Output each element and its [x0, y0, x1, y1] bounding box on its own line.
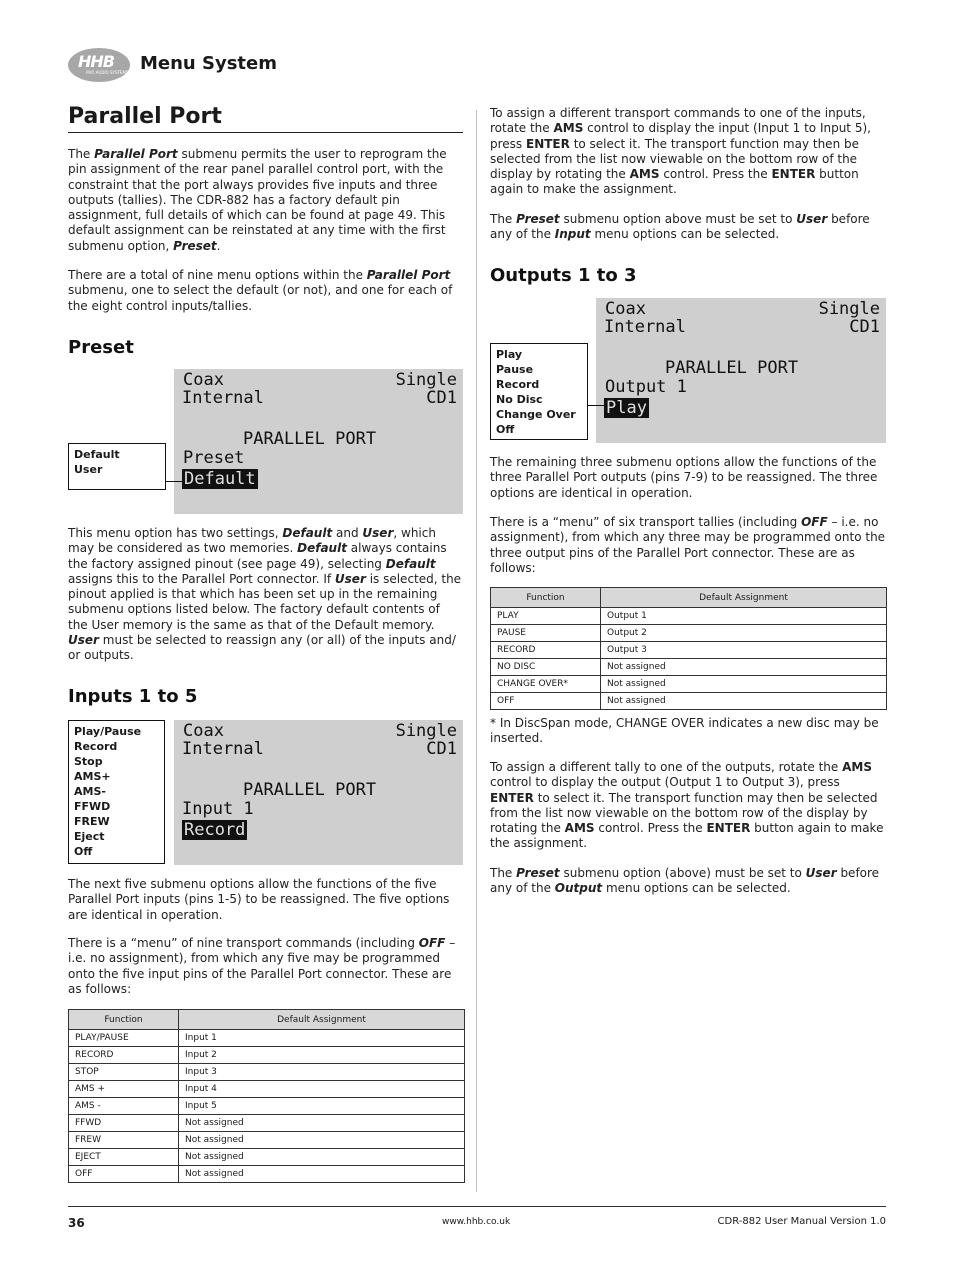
table-row — [69, 1166, 465, 1183]
section-title: Menu System — [140, 53, 277, 74]
table-cell: Output 1 — [601, 608, 887, 625]
inputs-paragraph-1: The next five submenu options allow the functions of the five Parallel Port inputs (pins 1-5) to be reassigned. The five options are identical in operation. — [68, 877, 450, 922]
preset-note-inputs: The Preset submenu option above must be set to User before any of the Input menu options can be selected. — [490, 212, 870, 242]
table-row — [69, 1030, 465, 1047]
table-row — [69, 1132, 465, 1149]
inputs-lcd-display: Coax Single Internal CD1 PARALLEL PORT Input 1 Record — [174, 720, 463, 865]
table-cell: PAUSE — [491, 625, 601, 642]
preset-options-list: Default User — [68, 443, 166, 490]
table-cell: Not assigned — [601, 693, 887, 710]
table-cell: Not assigned — [179, 1166, 465, 1183]
table-cell: RECORD — [69, 1047, 179, 1064]
preset-paragraph: This menu option has two settings, Default and User, which may be considered as two memories. Default always contains the factory assigned pinout (see page 49), selecting Default assigns this to the Parallel Port connector. If User is selected, the pinout applied is that which has been set up in the remaining submenu options listed below. The factory default contents of the User memory is the same as that of the Default memory. User must be selected to reassign any (or all) of the inputs and/ or outputs. — [68, 526, 462, 663]
table-row — [491, 642, 887, 659]
table-cell: Output 2 — [601, 625, 887, 642]
table-cell: Input 5 — [179, 1098, 465, 1115]
table-row — [69, 1098, 465, 1115]
inputs-options-list: Play/Pause Record Stop AMS+ AMS- FFWD FREW Eject Off — [68, 720, 165, 864]
preset-heading: Preset — [68, 337, 134, 358]
preset-note-outputs: The Preset submenu option (above) must be set to User before any of the Output menu options can be selected. — [490, 866, 880, 896]
intro-paragraph-1: The Parallel Port submenu permits the user to reprogram the pin assignment of the rear panel parallel control port, with the constraint that the port always provides five inputs and three outputs (tallies). The CDR-882 has a factory default pin assignment, full details of which can be found at page 49. This default assignment can be reinstated at any time with the first submenu option, Preset. — [68, 147, 447, 253]
outputs-connector — [588, 405, 604, 406]
table-cell: Input 1 — [179, 1030, 465, 1047]
table-cell: Not assigned — [601, 676, 887, 693]
outputs-paragraph-1: The remaining three submenu options allow the functions of the three Parallel Port outputs (pins 7-9) to be reassigned. The three options are identical in operation. — [490, 455, 878, 500]
table-row — [491, 676, 887, 693]
intro-paragraph-2: There are a total of nine menu options within the Parallel Port submenu, one to select the default (or not), and one for each of the eight control inputs/tallies. — [68, 268, 453, 313]
table-cell: AMS + — [69, 1081, 179, 1098]
footer-rule — [68, 1206, 886, 1207]
outputs-options-list: Play Pause Record No Disc Change Over Off — [490, 343, 588, 440]
table-row — [69, 1115, 465, 1132]
table-cell: RECORD — [491, 642, 601, 659]
footer-document-title: CDR-882 User Manual Version 1.0 — [717, 1216, 886, 1227]
outputs-paragraph-2: There is a “menu” of six transport tallies (including OFF – i.e. no assignment), from which any three may be programmed onto the three output pins of the Parallel Port connector. These are as follows: — [490, 515, 886, 575]
table-cell: Input 4 — [179, 1081, 465, 1098]
table-cell: NO DISC — [491, 659, 601, 676]
table-row — [491, 693, 887, 710]
outputs-heading: Outputs 1 to 3 — [490, 265, 637, 286]
table-row — [69, 1081, 465, 1098]
page-number: 36 — [68, 1216, 85, 1230]
table-cell: OFF — [69, 1166, 179, 1183]
table-row — [69, 1149, 465, 1166]
table-cell: Not assigned — [179, 1115, 465, 1132]
table-row — [491, 625, 887, 642]
table-cell: PLAY/PAUSE — [69, 1030, 179, 1047]
table-header-row: Function Default Assignment — [69, 1010, 465, 1030]
table-cell: Not assigned — [601, 659, 887, 676]
preset-lcd-display: Coax Single Internal CD1 PARALLEL PORT Preset Default — [174, 369, 463, 514]
inputs-paragraph-2: There is a “menu” of nine transport commands (including OFF – i.e. no assignment), from which any five may be programmed onto the five input pins of the Parallel Port connector. These are as follows: — [68, 936, 456, 996]
table-cell: OFF — [491, 693, 601, 710]
outputs-table — [490, 587, 887, 710]
page-title: Parallel Port — [68, 104, 463, 133]
table-header-row: Function Default Assignment — [491, 588, 887, 608]
table-cell: Not assigned — [179, 1132, 465, 1149]
table-row — [69, 1064, 465, 1081]
table-row — [491, 608, 887, 625]
table-cell: PLAY — [491, 608, 601, 625]
assign-outputs-paragraph: To assign a different tally to one of the outputs, rotate the AMS control to display the output (Output 1 to Output 3), press ENTER to select it. The transport function may then be selected from the list now viewable on the bottom row of the display by rotating the AMS control. Press the ENTER button again to make the assignment. — [490, 760, 884, 851]
table-cell: FFWD — [69, 1115, 179, 1132]
preset-connector — [166, 481, 182, 482]
table-cell: STOP — [69, 1064, 179, 1081]
inputs-table — [68, 1009, 465, 1183]
table-row — [69, 1047, 465, 1064]
table-cell: EJECT — [69, 1149, 179, 1166]
footnote: * In DiscSpan mode, CHANGE OVER indicates a new disc may be inserted. — [490, 716, 879, 746]
table-cell: CHANGE OVER* — [491, 676, 601, 693]
table-cell: Output 3 — [601, 642, 887, 659]
table-cell: Input 2 — [179, 1047, 465, 1064]
table-cell: Not assigned — [179, 1149, 465, 1166]
table-row — [491, 659, 887, 676]
inputs-heading: Inputs 1 to 5 — [68, 686, 198, 707]
footer-url: www.hhb.co.uk — [442, 1217, 511, 1227]
column-divider — [476, 110, 477, 1192]
table-cell: AMS - — [69, 1098, 179, 1115]
table-cell: FREW — [69, 1132, 179, 1149]
table-cell: Input 3 — [179, 1064, 465, 1081]
hhb-logo: HHB PRO AUDIO SYSTEMS — [68, 48, 130, 82]
assign-inputs-paragraph: To assign a different transport commands to one of the inputs, rotate the AMS control to display the input (Input 1 to Input 5), press ENTER to select it. The transport function may then be selected from the list now viewable on the bottom row of the display by rotating the AMS control. Press the ENTER button again to make the assignment. — [490, 106, 871, 197]
outputs-lcd-display: Coax Single Internal CD1 PARALLEL PORT Output 1 Play — [596, 298, 886, 443]
